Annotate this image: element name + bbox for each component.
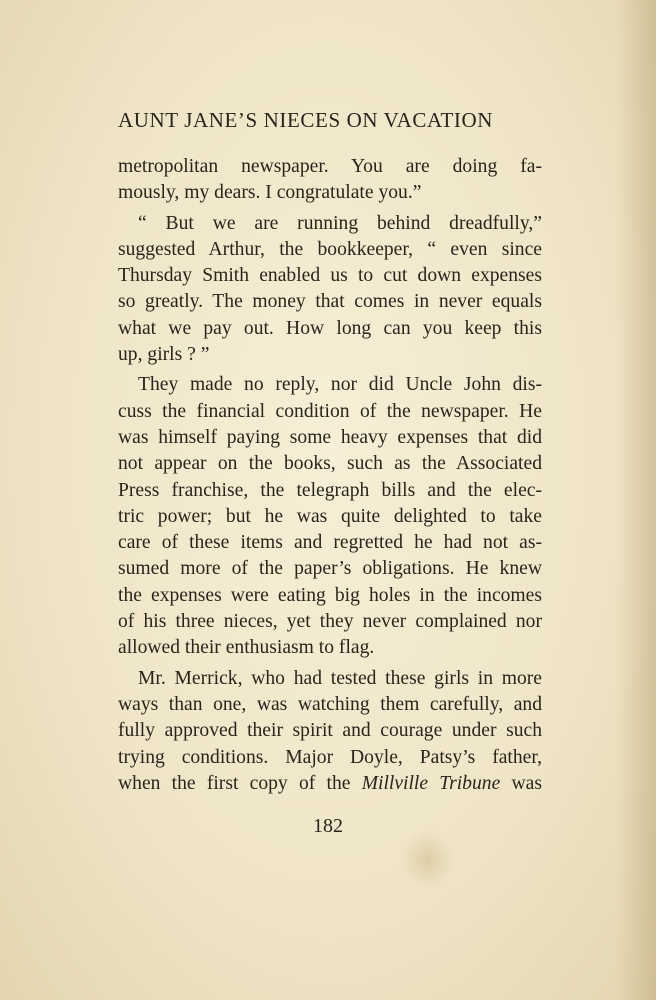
text-line: They made no reply, nor did Uncle John dis- xyxy=(138,374,542,396)
text-line: care of these items and regretted he had not as- xyxy=(118,532,542,554)
newspaper-title: Millville Tribune xyxy=(361,772,501,794)
text-line: what we pay out. How long can you keep this xyxy=(118,317,542,339)
text-line: of his three nieces, yet they never complained nor xyxy=(118,611,542,633)
text-line: not appear on the books, such as the Associated xyxy=(118,453,542,475)
text-line: the expenses were eating big holes in the incomes xyxy=(118,584,542,606)
gutter-shadow xyxy=(616,0,656,1000)
text-line: cuss the financial condition of the newspaper. He xyxy=(118,400,542,422)
body-text xyxy=(118,154,542,797)
text-line: Press franchise, the telegraph bills and the elec- xyxy=(118,479,542,501)
text-line: “ But we are running behind dreadfully,” xyxy=(138,212,542,234)
running-head: AUNT JANE’S NIECES ON VACATION xyxy=(118,108,494,132)
text-line: was himself paying some heavy expenses that did xyxy=(118,426,542,448)
text-line: up, girls ? ” xyxy=(118,344,210,366)
text-segment: was xyxy=(511,772,542,794)
text-line: fully approved their spirit and courage under such xyxy=(118,720,542,742)
text-line: Thursday Smith enabled us to cut down expenses xyxy=(118,265,542,287)
text-line: ways than one, was watching them carefully, and xyxy=(118,693,542,715)
page-number: 182 xyxy=(313,815,343,837)
text-segment: when the first copy of the xyxy=(118,772,351,794)
text-line: allowed their enthusiasm to flag. xyxy=(118,637,375,659)
text-line: tric power; but he was quite delighted to take xyxy=(118,505,542,527)
text-line-with-italic xyxy=(118,771,542,797)
text-line: Mr. Merrick, who had tested these girls in more xyxy=(138,667,542,689)
text-line: so greatly. The money that comes in never equals xyxy=(118,291,542,313)
paper-stain xyxy=(400,830,455,890)
text-line: sumed more of the paper’s obligations. He knew xyxy=(118,558,542,580)
text-line: metropolitan newspaper. You are doing fa- xyxy=(118,156,542,177)
text-line: mously, my dears. I congratulate you.” xyxy=(118,182,422,204)
text-line: trying conditions. Major Doyle, Patsy’s father, xyxy=(118,746,542,768)
text-line: suggested Arthur, the bookkeeper, “ even since xyxy=(118,238,542,260)
